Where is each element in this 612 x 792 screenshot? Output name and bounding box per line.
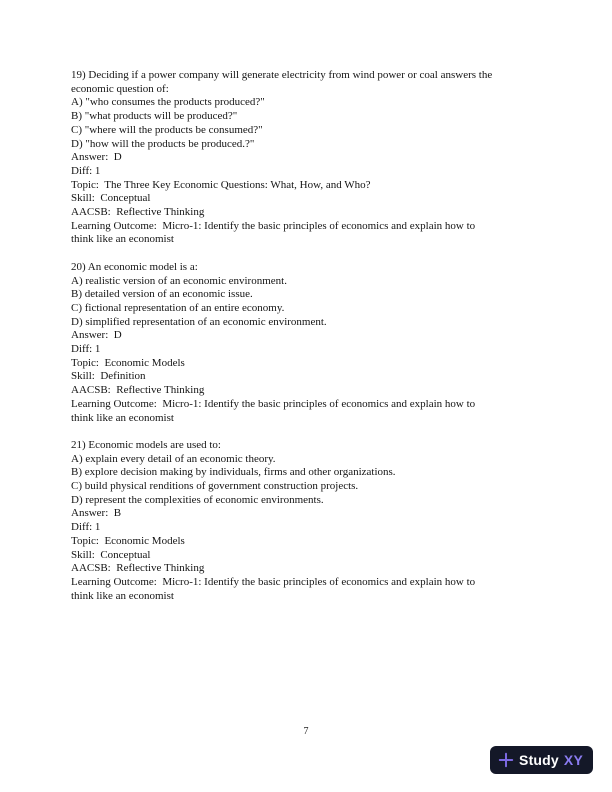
question-line: Topic: The Three Key Economic Questions: What, How, and Who? (71, 178, 371, 191)
question-line: C) fictional representation of an entire economy. (71, 301, 285, 314)
question-line: B) detailed version of an economic issue. (71, 288, 253, 301)
question-block (71, 261, 559, 425)
question-line: think like an economist (71, 411, 174, 424)
brand-name-xy: XY (563, 752, 583, 768)
question-line: think like an economist (71, 589, 174, 602)
question-line: Topic: Economic Models (71, 534, 185, 547)
question-line: C) build physical renditions of government construction projects. (71, 480, 359, 493)
question-line: Learning Outcome: Micro-1: Identify the basic principles of economics and explain how to (71, 575, 476, 588)
question-line: Skill: Conceptual (71, 548, 151, 561)
question-line: Answer: D (71, 151, 122, 164)
question-line: A) realistic version of an economic environment. (71, 274, 287, 287)
question-block (71, 439, 559, 603)
question-list (71, 69, 559, 617)
question-line: AACSB: Reflective Thinking (71, 206, 205, 219)
question-line: D) represent the complexities of economic environments. (71, 493, 324, 506)
plus-icon (498, 752, 514, 768)
question-line: Learning Outcome: Micro-1: Identify the basic principles of economics and explain how to (71, 219, 476, 232)
question-line: economic question of: (71, 82, 169, 95)
question-line: Diff: 1 (71, 521, 101, 534)
question-line: Diff: 1 (71, 343, 101, 356)
question-line: Skill: Conceptual (71, 192, 151, 205)
question-line: A) "who consumes the products produced?" (71, 96, 265, 109)
question-line: Skill: Definition (71, 370, 146, 383)
question-line: 20) An economic model is a: (71, 260, 198, 273)
question-line: C) "where will the products be consumed?" (71, 123, 263, 136)
question-line: Learning Outcome: Micro-1: Identify the basic principles of economics and explain how to (71, 397, 476, 410)
brand-name-study: Study (519, 752, 559, 768)
studyxy-logo[interactable] (490, 746, 593, 774)
question-line: 19) Deciding if a power company will generate electricity from wind power or coal answers the (71, 69, 493, 81)
question-line: D) "how will the products be produced.?" (71, 137, 255, 150)
question-line: think like an economist (71, 233, 174, 246)
question-line: Answer: D (71, 329, 122, 342)
question-line: D) simplified representation of an economic environment. (71, 315, 327, 328)
question-line: B) explore decision making by individuals, firms and other organizations. (71, 466, 396, 479)
page-number: 7 (303, 726, 309, 737)
question-line: Topic: Economic Models (71, 356, 185, 369)
question-line: AACSB: Reflective Thinking (71, 384, 205, 397)
question-line: Answer: B (71, 507, 122, 520)
question-line: Diff: 1 (71, 164, 101, 177)
question-line: A) explain every detail of an economic theory. (71, 452, 276, 465)
question-block (71, 69, 559, 247)
question-line: B) "what products will be produced?" (71, 110, 238, 123)
question-line: AACSB: Reflective Thinking (71, 562, 205, 575)
question-line: 21) Economic models are used to: (71, 438, 221, 451)
